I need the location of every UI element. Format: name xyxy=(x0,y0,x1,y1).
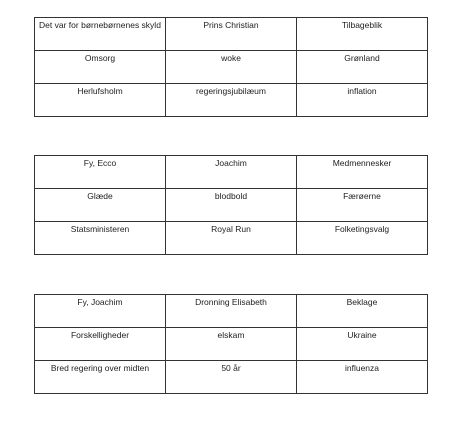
bingo-cell xyxy=(35,328,166,361)
cell-text: elskam xyxy=(217,330,245,340)
cell-text: Statsministeren xyxy=(70,224,130,234)
cell-text: Beklage xyxy=(346,297,378,307)
bingo-cell xyxy=(35,189,166,222)
cell-text: Det var for børnebørnenes skyld xyxy=(39,20,161,30)
table-row xyxy=(35,18,428,51)
bingo-cell xyxy=(166,189,297,222)
bingo-cell xyxy=(297,18,428,51)
bingo-cell xyxy=(297,328,428,361)
bingo-board-3 xyxy=(34,294,428,394)
bingo-cell xyxy=(297,51,428,84)
bingo-cell xyxy=(297,84,428,117)
cell-text: Tilbageblik xyxy=(341,20,383,30)
bingo-cell xyxy=(297,189,428,222)
cell-text: Fy, Joachim xyxy=(77,297,123,307)
cell-text: Folketingsvalg xyxy=(334,224,390,234)
cell-text: Herlufsholm xyxy=(77,86,123,96)
bingo-cell xyxy=(35,18,166,51)
table-row xyxy=(35,361,428,394)
bingo-cell xyxy=(297,156,428,189)
cell-text: Forskelligheder xyxy=(70,330,130,340)
bingo-cell xyxy=(166,18,297,51)
table-row xyxy=(35,51,428,84)
bingo-cell xyxy=(297,295,428,328)
cell-text: Ukraine xyxy=(347,330,377,340)
bingo-cell xyxy=(35,51,166,84)
bingo-cell xyxy=(166,156,297,189)
cell-text: Omsorg xyxy=(84,53,116,63)
table-row xyxy=(35,84,428,117)
table-row xyxy=(35,189,428,222)
bingo-cell xyxy=(166,328,297,361)
bingo-cell xyxy=(35,156,166,189)
bingo-cell xyxy=(166,361,297,394)
cell-text: Prins Christian xyxy=(203,20,259,30)
cell-text: Fy, Ecco xyxy=(83,158,117,168)
cell-text: influenza xyxy=(344,363,380,373)
cell-text: Bred regering over midten xyxy=(50,363,150,373)
cell-text: regeringsjubilæum xyxy=(196,86,266,96)
bingo-cell xyxy=(35,84,166,117)
cell-text: woke xyxy=(221,53,241,63)
bingo-cell xyxy=(166,222,297,255)
cell-text: Dronning Elisabeth xyxy=(195,297,267,307)
bingo-cell xyxy=(166,51,297,84)
bingo-cell xyxy=(166,295,297,328)
cell-text: Medmennesker xyxy=(332,158,392,168)
cell-text: Joachim xyxy=(215,158,247,168)
cell-text: 50 år xyxy=(221,363,241,373)
cell-text: Grønland xyxy=(344,53,380,63)
table-row xyxy=(35,156,428,189)
table-row xyxy=(35,295,428,328)
bingo-cell xyxy=(35,222,166,255)
bingo-board-1 xyxy=(34,17,428,117)
table-row xyxy=(35,328,428,361)
cell-text: Glæde xyxy=(87,191,113,201)
table-row xyxy=(35,222,428,255)
bingo-cell xyxy=(297,361,428,394)
cell-text: inflation xyxy=(347,86,377,96)
bingo-board-2 xyxy=(34,155,428,255)
bingo-cell xyxy=(35,295,166,328)
bingo-cell xyxy=(297,222,428,255)
bingo-cell xyxy=(166,84,297,117)
cell-text: Færøerne xyxy=(343,191,381,201)
cell-text: blodbold xyxy=(214,191,248,201)
bingo-cell xyxy=(35,361,166,394)
cell-text: Royal Run xyxy=(211,224,251,234)
